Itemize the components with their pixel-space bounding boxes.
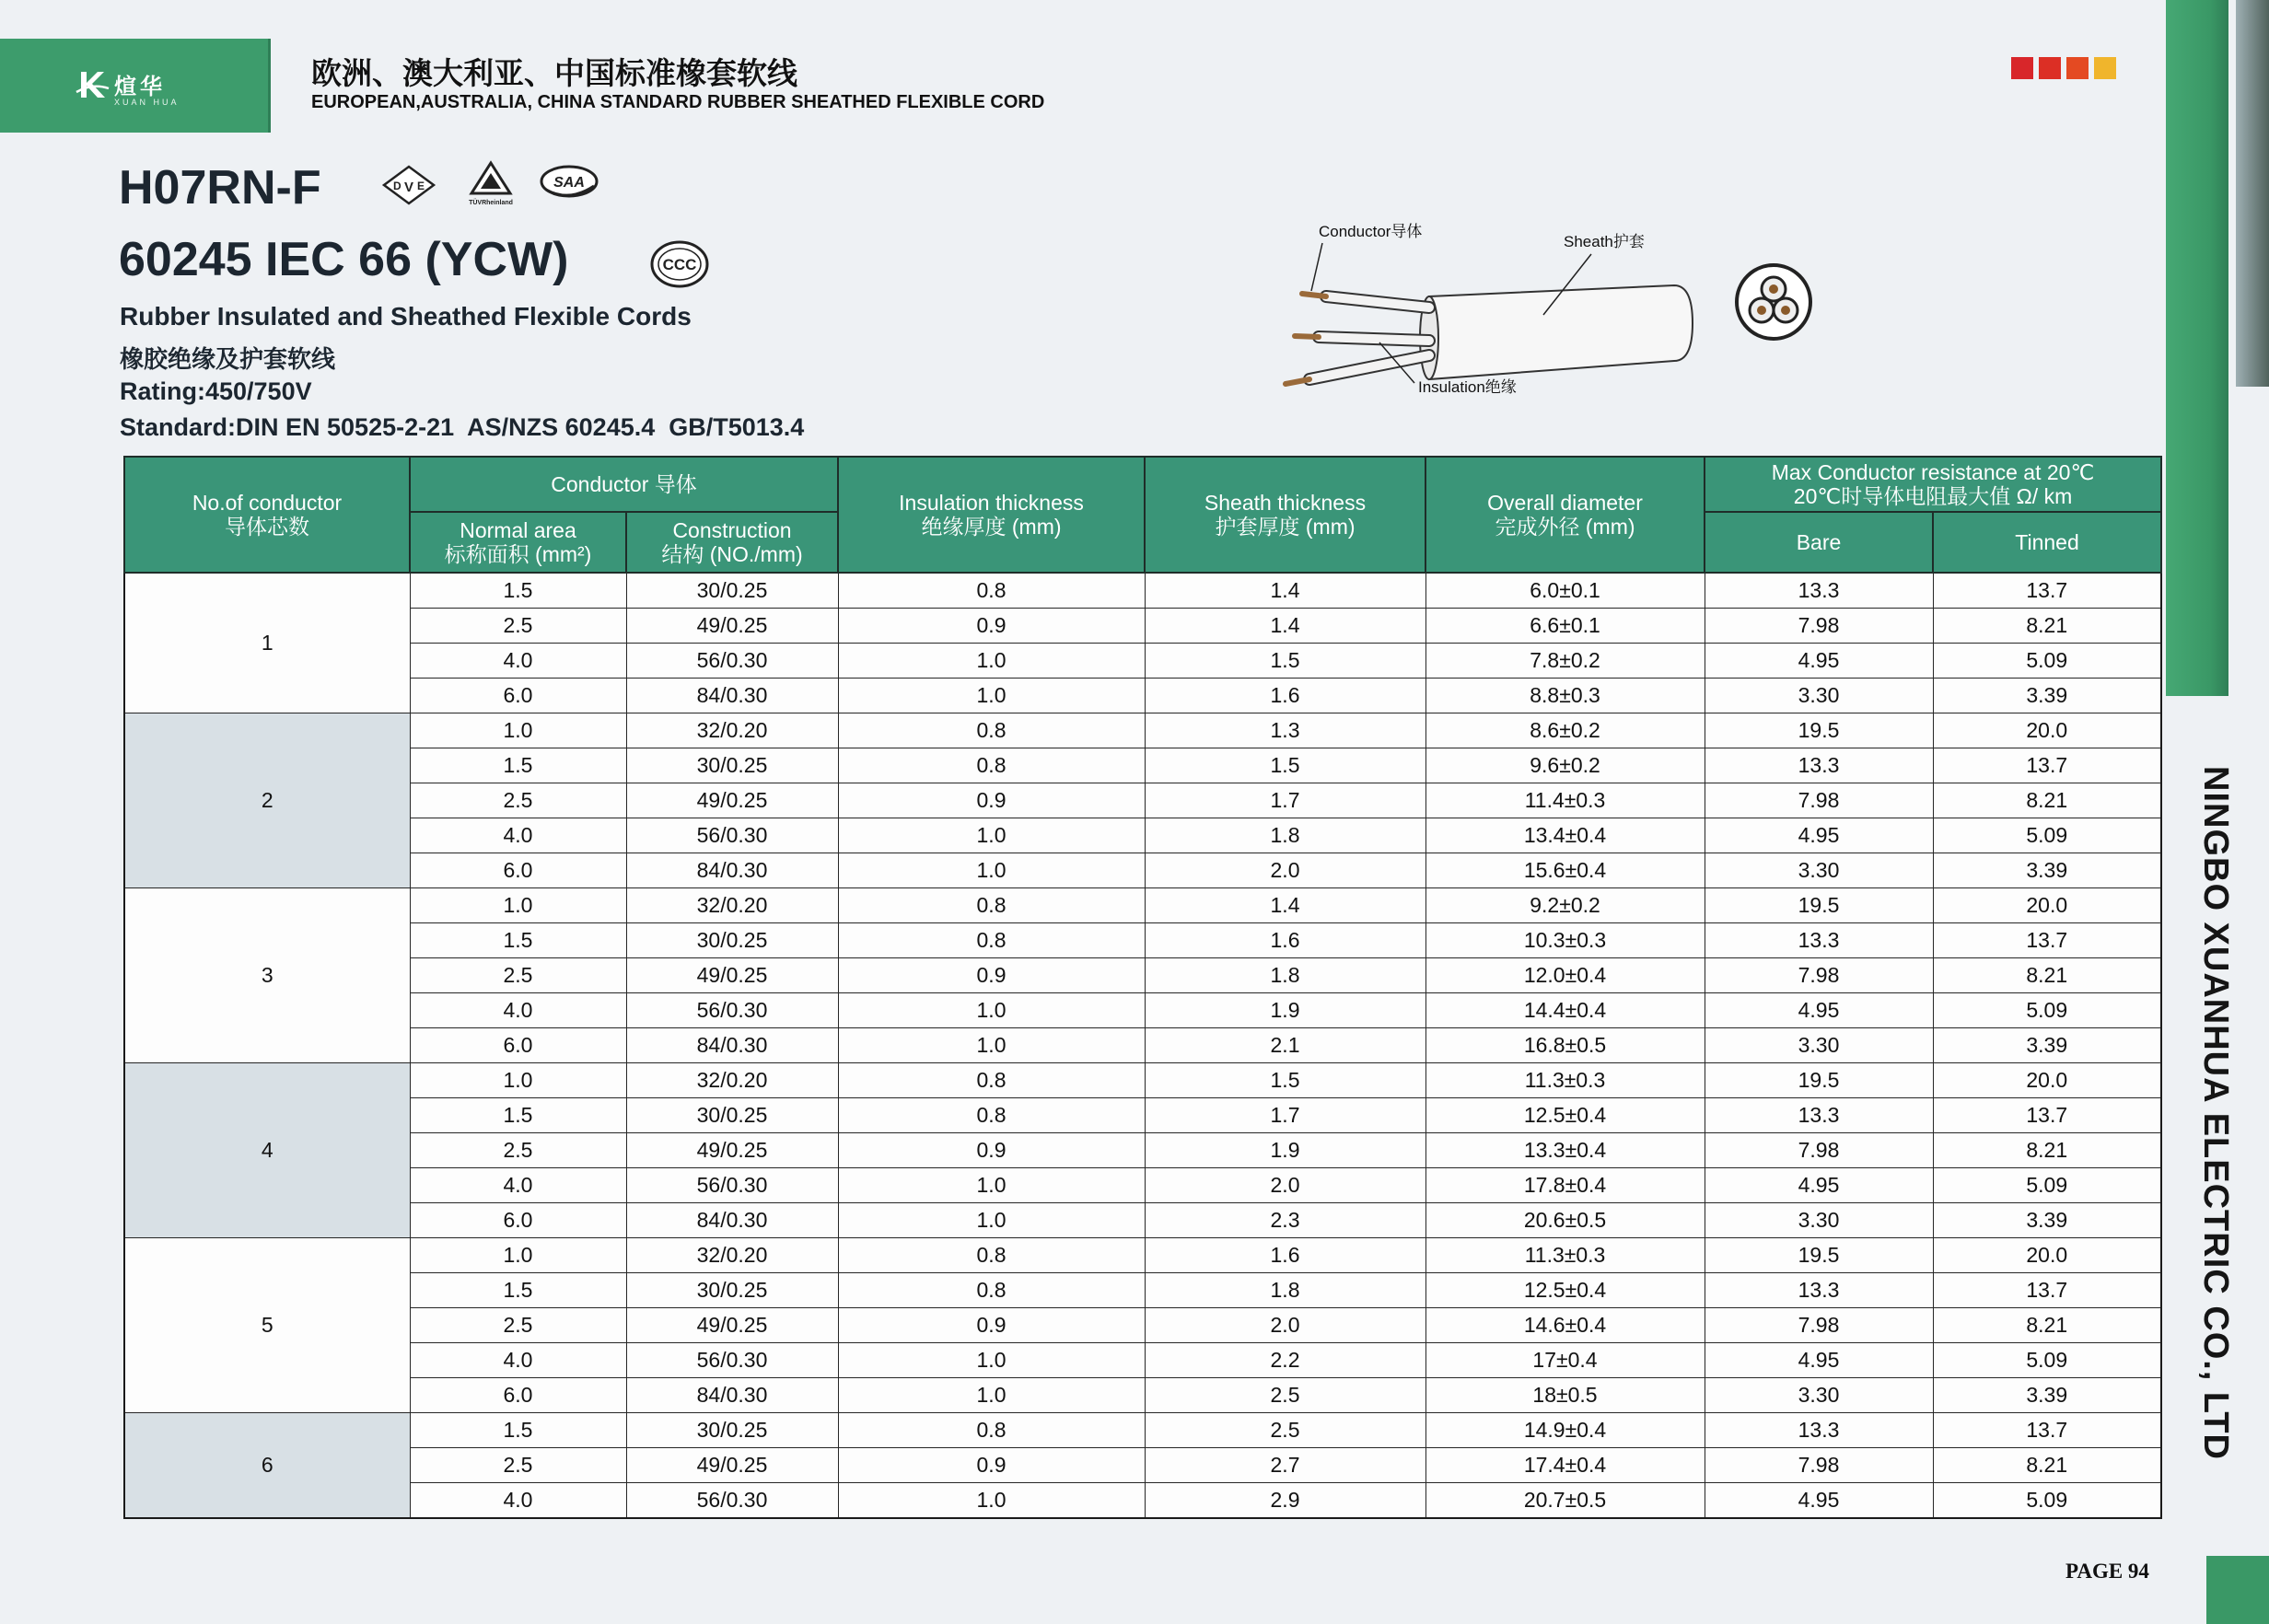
normal-area-cell: 2.5 (410, 1308, 626, 1343)
tuv-logo-icon (462, 160, 519, 208)
conductor-label: Conductor导体 (1319, 223, 1423, 240)
overall-diameter-cell: 14.9±0.4 (1425, 1413, 1705, 1448)
insulation-thickness-cell: 1.0 (838, 1343, 1145, 1378)
resistance-tinned-cell: 5.09 (1933, 1168, 2161, 1203)
table-row (124, 993, 2161, 1028)
resistance-tinned-cell: 13.7 (1933, 923, 2161, 958)
resistance-tinned-cell: 5.09 (1933, 993, 2161, 1028)
overall-diameter-cell: 12.0±0.4 (1425, 958, 1705, 993)
insulation-thickness-cell: 1.0 (838, 679, 1145, 713)
adjacent-page-edge (2236, 0, 2269, 387)
header-normal-area (410, 512, 626, 573)
product-rating: Rating:450/750V (120, 377, 312, 405)
resistance-tinned-cell: 3.39 (1933, 679, 2161, 713)
construction-cell: 49/0.25 (626, 958, 838, 993)
resistance-tinned-cell: 8.21 (1933, 958, 2161, 993)
decor-square (2011, 57, 2033, 79)
resistance-bare-cell: 7.98 (1705, 609, 1933, 644)
construction-cell: 84/0.30 (626, 1378, 838, 1413)
header-text: 绝缘厚度 (mm) (921, 515, 1062, 539)
conductor-count-cell: 2 (124, 713, 410, 888)
table-header-row (124, 457, 2161, 512)
resistance-tinned-cell: 8.21 (1933, 1448, 2161, 1483)
sheath-thickness-cell: 1.5 (1145, 1063, 1425, 1098)
table-row (124, 748, 2161, 783)
conductor-count-cell: 1 (124, 573, 410, 713)
resistance-bare-cell: 3.30 (1705, 679, 1933, 713)
resistance-bare-cell: 19.5 (1705, 1238, 1933, 1273)
saa-logo-text: SAA (553, 175, 585, 191)
table-row (124, 1413, 2161, 1448)
normal-area-cell: 1.0 (410, 888, 626, 923)
page-title-en: EUROPEAN,AUSTRALIA, CHINA STANDARD RUBBER SHEATHED FLEXIBLE CORD (311, 92, 1045, 112)
resistance-tinned-cell: 8.21 (1933, 783, 2161, 818)
resistance-bare-cell: 4.95 (1705, 644, 1933, 679)
normal-area-cell: 1.0 (410, 1063, 626, 1098)
overall-diameter-cell: 16.8±0.5 (1425, 1028, 1705, 1063)
construction-cell: 30/0.25 (626, 573, 838, 609)
overall-diameter-cell: 9.6±0.2 (1425, 748, 1705, 783)
table-row (124, 1133, 2161, 1168)
normal-area-cell: 1.5 (410, 923, 626, 958)
table-row (124, 1168, 2161, 1203)
resistance-bare-cell: 7.98 (1705, 783, 1933, 818)
product-standard: Standard:DIN EN 50525-2-21 AS/NZS 60245.4 GB/T5013.4 (120, 413, 805, 441)
resistance-bare-cell: 13.3 (1705, 573, 1933, 609)
overall-diameter-cell: 20.6±0.5 (1425, 1203, 1705, 1238)
header-text: Insulation thickness (899, 491, 1084, 515)
table-row (124, 1378, 2161, 1413)
core-insulation (1326, 296, 1429, 307)
sheath-thickness-cell: 1.3 (1145, 713, 1425, 748)
overall-diameter-cell: 6.0±0.1 (1425, 573, 1705, 609)
header-text: Construction (672, 518, 792, 542)
construction-cell: 30/0.25 (626, 923, 838, 958)
vde-logo-letter: V (404, 180, 414, 195)
header-overall-diameter (1425, 457, 1705, 573)
sheath-thickness-cell: 1.7 (1145, 783, 1425, 818)
overall-diameter-cell: 11.4±0.3 (1425, 783, 1705, 818)
sheath-label: Sheath护套 (1564, 233, 1645, 250)
table-row (124, 1308, 2161, 1343)
sheath-thickness-cell: 1.4 (1145, 609, 1425, 644)
header-text: 完成外径 (mm) (1495, 515, 1635, 539)
normal-area-cell: 2.5 (410, 1133, 626, 1168)
normal-area-cell: 2.5 (410, 1448, 626, 1483)
sheath-thickness-cell: 1.8 (1145, 818, 1425, 853)
resistance-bare-cell: 19.5 (1705, 713, 1933, 748)
insulation-thickness-cell: 0.8 (838, 1413, 1145, 1448)
resistance-tinned-cell: 13.7 (1933, 573, 2161, 609)
page-title-cn: 欧洲、澳大利亚、中国标准橡套软线 (311, 55, 797, 91)
table-row (124, 679, 2161, 713)
sheath-thickness-cell: 1.5 (1145, 748, 1425, 783)
vde-logo-letter: D (393, 180, 401, 192)
construction-cell: 56/0.30 (626, 1168, 838, 1203)
product-model: H07RN-F (119, 161, 321, 215)
resistance-bare-cell: 7.98 (1705, 1448, 1933, 1483)
insulation-thickness-cell: 0.8 (838, 573, 1145, 609)
normal-area-cell: 6.0 (410, 1028, 626, 1063)
table-row (124, 1238, 2161, 1273)
insulation-thickness-cell: 0.8 (838, 748, 1145, 783)
sheath-thickness-cell: 2.5 (1145, 1378, 1425, 1413)
construction-cell: 32/0.20 (626, 888, 838, 923)
overall-diameter-cell: 14.4±0.4 (1425, 993, 1705, 1028)
construction-cell: 32/0.20 (626, 713, 838, 748)
table-row (124, 1063, 2161, 1098)
sheath-thickness-cell: 1.6 (1145, 923, 1425, 958)
core-insulation (1319, 337, 1429, 341)
sheath-thickness-cell: 1.9 (1145, 993, 1425, 1028)
normal-area-cell: 1.5 (410, 1098, 626, 1133)
table-row (124, 644, 2161, 679)
construction-cell: 84/0.30 (626, 679, 838, 713)
normal-area-cell: 1.0 (410, 1238, 626, 1273)
sheath-thickness-cell: 2.2 (1145, 1343, 1425, 1378)
resistance-bare-cell: 3.30 (1705, 1028, 1933, 1063)
resistance-bare-cell: 4.95 (1705, 818, 1933, 853)
insulation-thickness-cell: 1.0 (838, 644, 1145, 679)
resistance-tinned-cell: 8.21 (1933, 1133, 2161, 1168)
specification-table (123, 456, 2162, 1519)
normal-area-cell: 1.5 (410, 748, 626, 783)
sheath-thickness-cell: 1.9 (1145, 1133, 1425, 1168)
header-text: 20℃时导体电阻最大值 Ω/ km (1793, 484, 2073, 508)
table-row (124, 1028, 2161, 1063)
header-bare (1705, 512, 1933, 573)
bottom-green-strip (2206, 1556, 2269, 1624)
sheath-thickness-cell: 2.0 (1145, 1168, 1425, 1203)
table-row (124, 1273, 2161, 1308)
resistance-bare-cell: 7.98 (1705, 958, 1933, 993)
resistance-tinned-cell: 20.0 (1933, 888, 2161, 923)
header-text: 标称面积 (mm²) (444, 542, 592, 566)
table-row (124, 1448, 2161, 1483)
brand-logo-cn: 煊华 (114, 74, 166, 99)
resistance-tinned-cell: 3.39 (1933, 1028, 2161, 1063)
normal-area-cell: 2.5 (410, 783, 626, 818)
resistance-bare-cell: 7.98 (1705, 1133, 1933, 1168)
resistance-bare-cell: 13.3 (1705, 1413, 1933, 1448)
header-text: No.of conductor (192, 491, 343, 515)
insulation-thickness-cell: 0.9 (838, 958, 1145, 993)
resistance-tinned-cell: 13.7 (1933, 1098, 2161, 1133)
resistance-tinned-cell: 20.0 (1933, 1238, 2161, 1273)
construction-cell: 84/0.30 (626, 1203, 838, 1238)
table-row (124, 818, 2161, 853)
header-text: Max Conductor resistance at 20℃ (1771, 460, 2095, 484)
sheath-thickness-cell: 1.4 (1145, 573, 1425, 609)
insulation-thickness-cell: 0.8 (838, 1273, 1145, 1308)
insulation-thickness-cell: 1.0 (838, 1203, 1145, 1238)
table-row (124, 888, 2161, 923)
decor-square (2066, 57, 2089, 79)
construction-cell: 49/0.25 (626, 783, 838, 818)
header-text: Sheath thickness (1204, 491, 1367, 515)
insulation-thickness-cell: 1.0 (838, 853, 1145, 888)
company-name-vertical: NINGBO XUANHUA ELECTRIC CO., LTD (2196, 766, 2235, 1460)
table-body (124, 573, 2161, 1518)
normal-area-cell: 4.0 (410, 1168, 626, 1203)
normal-area-cell: 1.5 (410, 1413, 626, 1448)
resistance-tinned-cell: 13.7 (1933, 748, 2161, 783)
overall-diameter-cell: 8.8±0.3 (1425, 679, 1705, 713)
sheath-thickness-cell: 2.0 (1145, 853, 1425, 888)
overall-diameter-cell: 11.3±0.3 (1425, 1238, 1705, 1273)
core-insulation (1309, 355, 1429, 379)
overall-diameter-cell: 17±0.4 (1425, 1343, 1705, 1378)
insulation-thickness-cell: 0.9 (838, 1448, 1145, 1483)
table-row (124, 783, 2161, 818)
decor-square (2039, 57, 2061, 79)
insulation-thickness-cell: 1.0 (838, 1483, 1145, 1519)
table-row (124, 573, 2161, 609)
insulation-thickness-cell: 0.8 (838, 713, 1145, 748)
conductor-leader-line (1311, 243, 1322, 291)
overall-diameter-cell: 12.5±0.4 (1425, 1098, 1705, 1133)
overall-diameter-cell: 20.7±0.5 (1425, 1483, 1705, 1519)
tuv-logo-text: TÜVRheinland (469, 200, 513, 206)
product-name-cn: 橡胶绝缘及护套软线 (120, 346, 336, 374)
header-text: 导体芯数 (225, 515, 309, 539)
insulation-thickness-cell: 1.0 (838, 1168, 1145, 1203)
conductor-count-cell: 3 (124, 888, 410, 1063)
construction-cell: 32/0.20 (626, 1063, 838, 1098)
normal-area-cell: 4.0 (410, 1483, 626, 1519)
product-name-en: Rubber Insulated and Sheathed Flexible Cords (120, 302, 692, 331)
resistance-bare-cell: 7.98 (1705, 1308, 1933, 1343)
sheath-thickness-cell: 1.7 (1145, 1098, 1425, 1133)
table-row (124, 1098, 2161, 1133)
sheath-thickness-cell: 2.5 (1145, 1413, 1425, 1448)
resistance-bare-cell: 19.5 (1705, 888, 1933, 923)
resistance-bare-cell: 4.95 (1705, 1483, 1933, 1519)
insulation-thickness-cell: 0.9 (838, 1308, 1145, 1343)
insulation-thickness-cell: 0.8 (838, 888, 1145, 923)
insulation-thickness-cell: 0.8 (838, 923, 1145, 958)
header-text: Overall diameter (1487, 491, 1643, 515)
construction-cell: 32/0.20 (626, 1238, 838, 1273)
sheath-thickness-cell: 1.5 (1145, 644, 1425, 679)
overall-diameter-cell: 8.6±0.2 (1425, 713, 1705, 748)
normal-area-cell: 4.0 (410, 644, 626, 679)
sheath-thickness-cell: 2.1 (1145, 1028, 1425, 1063)
insulation-thickness-cell: 0.9 (838, 609, 1145, 644)
normal-area-cell: 6.0 (410, 679, 626, 713)
normal-area-cell: 1.5 (410, 573, 626, 609)
resistance-tinned-cell: 20.0 (1933, 1063, 2161, 1098)
resistance-bare-cell: 4.95 (1705, 1343, 1933, 1378)
normal-area-cell: 2.5 (410, 609, 626, 644)
insulation-thickness-cell: 0.8 (838, 1238, 1145, 1273)
sheath-thickness-cell: 1.4 (1145, 888, 1425, 923)
page-number: PAGE 94 (2065, 1560, 2149, 1583)
normal-area-cell: 6.0 (410, 1378, 626, 1413)
resistance-tinned-cell: 5.09 (1933, 644, 2161, 679)
overall-diameter-cell: 17.8±0.4 (1425, 1168, 1705, 1203)
resistance-bare-cell: 13.3 (1705, 748, 1933, 783)
overall-diameter-cell: 12.5±0.4 (1425, 1273, 1705, 1308)
header-conductor-count (124, 457, 410, 573)
normal-area-cell: 6.0 (410, 853, 626, 888)
construction-cell: 84/0.30 (626, 1028, 838, 1063)
resistance-tinned-cell: 5.09 (1933, 818, 2161, 853)
resistance-tinned-cell: 3.39 (1933, 853, 2161, 888)
sheath-thickness-cell: 2.0 (1145, 1308, 1425, 1343)
header-text: Normal area (460, 518, 576, 542)
sheath-thickness-cell: 1.8 (1145, 958, 1425, 993)
sheath-thickness-cell: 2.3 (1145, 1203, 1425, 1238)
header-text: Conductor 导体 (551, 472, 697, 496)
insulation-thickness-cell: 1.0 (838, 818, 1145, 853)
construction-cell: 49/0.25 (626, 609, 838, 644)
overall-diameter-cell: 9.2±0.2 (1425, 888, 1705, 923)
resistance-bare-cell: 19.5 (1705, 1063, 1933, 1098)
sheath-thickness-cell: 2.7 (1145, 1448, 1425, 1483)
insulation-thickness-cell: 1.0 (838, 1028, 1145, 1063)
resistance-tinned-cell: 13.7 (1933, 1273, 2161, 1308)
vde-logo-letter: E (417, 180, 425, 192)
insulation-thickness-cell: 0.9 (838, 1133, 1145, 1168)
resistance-tinned-cell: 3.39 (1933, 1203, 2161, 1238)
normal-area-cell: 4.0 (410, 1343, 626, 1378)
table-row (124, 1343, 2161, 1378)
resistance-bare-cell: 3.30 (1705, 1378, 1933, 1413)
header-text: 结构 (NO./mm) (661, 542, 803, 566)
overall-diameter-cell: 7.8±0.2 (1425, 644, 1705, 679)
product-iec-code: 60245 IEC 66 (YCW) (119, 233, 569, 286)
normal-area-cell: 4.0 (410, 993, 626, 1028)
header-insulation-thickness (838, 457, 1145, 573)
saa-logo-icon (537, 162, 601, 204)
normal-area-cell: 1.0 (410, 713, 626, 748)
construction-cell: 49/0.25 (626, 1448, 838, 1483)
resistance-tinned-cell: 3.39 (1933, 1378, 2161, 1413)
resistance-bare-cell: 13.3 (1705, 923, 1933, 958)
cable-structure-diagram (1271, 212, 1704, 414)
construction-cell: 30/0.25 (626, 748, 838, 783)
table-row (124, 958, 2161, 993)
construction-cell: 49/0.25 (626, 1133, 838, 1168)
sheath-thickness-cell: 2.9 (1145, 1483, 1425, 1519)
construction-cell: 84/0.30 (626, 853, 838, 888)
brand-logo-icon (74, 66, 111, 103)
header-text: 护套厚度 (mm) (1215, 515, 1356, 539)
overall-diameter-cell: 17.4±0.4 (1425, 1448, 1705, 1483)
construction-cell: 56/0.30 (626, 644, 838, 679)
header-conductor (410, 457, 838, 512)
header-sheath-thickness (1145, 457, 1425, 573)
overall-diameter-cell: 14.6±0.4 (1425, 1308, 1705, 1343)
core-conductor (1302, 294, 1326, 296)
header-tinned (1933, 512, 2161, 573)
construction-cell: 30/0.25 (626, 1098, 838, 1133)
overall-diameter-cell: 13.4±0.4 (1425, 818, 1705, 853)
normal-area-cell: 2.5 (410, 958, 626, 993)
construction-cell: 49/0.25 (626, 1308, 838, 1343)
cable-cross-section-icon (1731, 260, 1816, 344)
table-row (124, 1483, 2161, 1519)
resistance-bare-cell: 13.3 (1705, 1273, 1933, 1308)
resistance-tinned-cell: 8.21 (1933, 1308, 2161, 1343)
side-green-strip (2166, 0, 2228, 696)
cable-sheath (1429, 285, 1693, 379)
construction-cell: 30/0.25 (626, 1273, 838, 1308)
header-max-resistance (1705, 457, 2161, 512)
sheath-thickness-cell: 1.8 (1145, 1273, 1425, 1308)
resistance-bare-cell: 4.95 (1705, 1168, 1933, 1203)
resistance-tinned-cell: 20.0 (1933, 713, 2161, 748)
insulation-thickness-cell: 1.0 (838, 993, 1145, 1028)
normal-area-cell: 4.0 (410, 818, 626, 853)
header-text: Tinned (2015, 530, 2079, 554)
vde-logo-icon (380, 164, 437, 206)
table-row (124, 609, 2161, 644)
insulation-label: Insulation绝缘 (1418, 378, 1517, 396)
header-construction (626, 512, 838, 573)
brand-logo-en: XUAN HUA (114, 98, 180, 107)
table-row (124, 713, 2161, 748)
core-conductor (1295, 336, 1319, 337)
header-text: Bare (1796, 530, 1842, 554)
insulation-thickness-cell: 0.8 (838, 1063, 1145, 1098)
insulation-thickness-cell: 0.9 (838, 783, 1145, 818)
normal-area-cell: 6.0 (410, 1203, 626, 1238)
resistance-tinned-cell: 13.7 (1933, 1413, 2161, 1448)
table-row (124, 923, 2161, 958)
overall-diameter-cell: 18±0.5 (1425, 1378, 1705, 1413)
overall-diameter-cell: 11.3±0.3 (1425, 1063, 1705, 1098)
overall-diameter-cell: 15.6±0.4 (1425, 853, 1705, 888)
construction-cell: 30/0.25 (626, 1413, 838, 1448)
construction-cell: 56/0.30 (626, 818, 838, 853)
table-row (124, 1203, 2161, 1238)
conductor-count-cell: 6 (124, 1413, 410, 1519)
resistance-tinned-cell: 5.09 (1933, 1343, 2161, 1378)
resistance-bare-cell: 3.30 (1705, 853, 1933, 888)
resistance-tinned-cell: 8.21 (1933, 609, 2161, 644)
decor-square (2094, 57, 2116, 79)
sheath-thickness-cell: 1.6 (1145, 679, 1425, 713)
sheath-thickness-cell: 1.6 (1145, 1238, 1425, 1273)
construction-cell: 56/0.30 (626, 1343, 838, 1378)
resistance-bare-cell: 13.3 (1705, 1098, 1933, 1133)
resistance-bare-cell: 3.30 (1705, 1203, 1933, 1238)
conductor-count-cell: 4 (124, 1063, 410, 1238)
ccc-logo-icon (649, 239, 710, 289)
ccc-logo-text: CCC (662, 256, 697, 273)
normal-area-cell: 1.5 (410, 1273, 626, 1308)
construction-cell: 56/0.30 (626, 1483, 838, 1519)
resistance-bare-cell: 4.95 (1705, 993, 1933, 1028)
overall-diameter-cell: 6.6±0.1 (1425, 609, 1705, 644)
insulation-thickness-cell: 0.8 (838, 1098, 1145, 1133)
construction-cell: 56/0.30 (626, 993, 838, 1028)
overall-diameter-cell: 13.3±0.4 (1425, 1133, 1705, 1168)
resistance-tinned-cell: 5.09 (1933, 1483, 2161, 1519)
overall-diameter-cell: 10.3±0.3 (1425, 923, 1705, 958)
table-row (124, 853, 2161, 888)
conductor-count-cell: 5 (124, 1238, 410, 1413)
insulation-thickness-cell: 1.0 (838, 1378, 1145, 1413)
